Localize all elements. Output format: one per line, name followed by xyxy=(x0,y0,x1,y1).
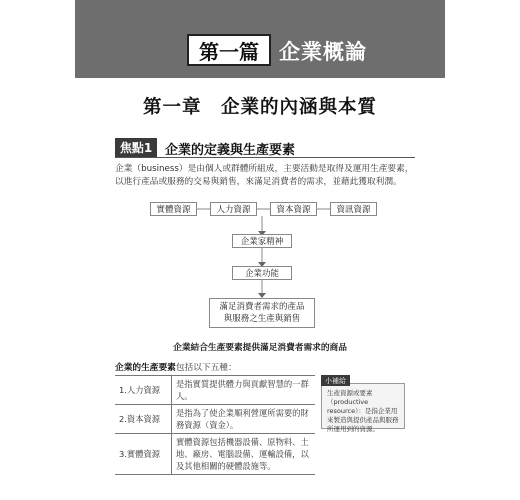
factor-desc: 是指為了使企業順利營運所需要的財務資源（資金）。 xyxy=(172,405,316,434)
tip-tag: 小補給 xyxy=(321,375,350,386)
node-entrepreneurship: 企業家精神 xyxy=(232,234,292,248)
table-row xyxy=(115,405,315,434)
node-physical-resources: 實體資源 xyxy=(150,202,197,216)
factor-name: 2.資本資源 xyxy=(115,405,172,434)
factors-table xyxy=(115,375,315,475)
outcome-line-1: 滿足消費者需求的產品 xyxy=(219,302,305,312)
node-human-resources: 人力資源 xyxy=(210,202,257,216)
tip-box xyxy=(321,376,405,433)
part-title: 企業概論 xyxy=(279,40,367,64)
factors-intro-rest: 包括以下五種： xyxy=(175,363,237,373)
node-business-functions: 企業功能 xyxy=(232,266,292,280)
intro-paragraph: 企業（business）是由個人或群體所組成，主要活動是取得及運用生產要素，以進行產品或服務的交易與銷售，來滿足消費者的需求，並藉此獲取利潤。 xyxy=(115,164,414,187)
factors-intro xyxy=(115,361,237,373)
factor-name: 1.人力資源 xyxy=(115,376,172,405)
node-outcome xyxy=(209,298,315,328)
factor-name: 3.實體資源 xyxy=(115,434,172,475)
part-label: 第一篇 xyxy=(187,34,271,66)
chapter-title: 第一章 企業的內涵與本質 xyxy=(142,97,377,118)
table-row xyxy=(115,434,315,475)
diagram-caption: 企業結合生產要素提供滿足消費者需求的商品 xyxy=(173,343,347,353)
focus-title: 企業的定義與生產要素 xyxy=(165,143,296,158)
node-capital-resources: 資本資源 xyxy=(270,202,317,216)
outcome-line-2: 與服務之生產與銷售 xyxy=(223,314,301,324)
tip-text: 生產資源或要素（productive resource）：是指企業用來製造與提供產品與服務所運用到的資源。 xyxy=(327,389,399,433)
table-row xyxy=(115,376,315,405)
focus-tag: 焦點1 xyxy=(115,138,157,157)
factors-intro-bold: 企業的生產要素 xyxy=(115,363,176,373)
factor-desc: 實體資源包括機器設備、原物料、土地、廠房、電腦設備、運輸設備，以及其他相關的硬體設施等。 xyxy=(172,434,316,475)
node-information-resources: 資訊資源 xyxy=(330,202,377,216)
factor-desc: 是指實質提供體力與貢獻智慧的一群人。 xyxy=(172,376,316,405)
